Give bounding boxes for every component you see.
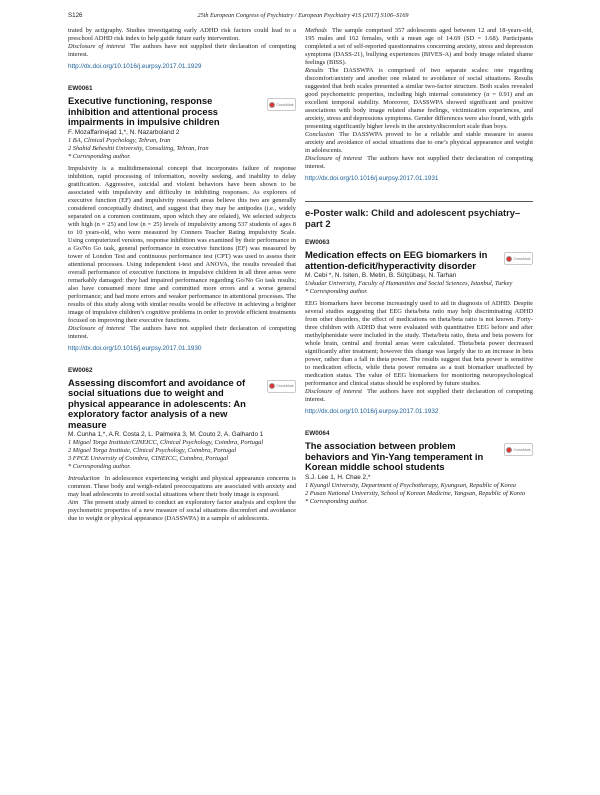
abstract-title: Assessing discomfort and avoidance of social situations due to weight and physical appearance in adolescents: An exploratory factor analysis of a new measure — [68, 376, 246, 430]
affiliation: 2 Pusan National University, School of Korean Medicine, Yangsan, Republic of Korea — [305, 489, 526, 497]
corresponding-author: * Corresponding author. — [68, 152, 131, 160]
disclosure: Disclosure of interest The authors have not supplied their declaration of competing interest. — [68, 43, 296, 58]
abstract-body: EEG biomarkers have become increasingly used to aid in diagnosis of ADHD. Despite several studies suggesting that EEG theta/beta ratio may help discriminating ADHD from other disorders, the effect of medications on theta/beta ratio is not known. Forty-three children with ADHD that were evaluated with quantitative EEG before and after methylphenidate were included in the study. Theta/beta ratio, theta and beta powers for whole brain, central and frontal areas were calculated. Theta/beta power decreased significantly after treatment; however this change was largely due to an increase in beta power, rather than a fall in theta power. The results suggest that beta power is sensitive to medication effects, while theta power remains as a trait biomarker unaffected by medication status. The value of EEG biomarkers for monitoring neuropsychological performance and clinical status should be explored by future studies. — [305, 300, 533, 387]
affiliation: 2 Miguel Torga Institute, Clinical Psychology, Coimbra, Portugal — [68, 447, 237, 454]
affiliation: 1 Kyungil University, Department of Psychotherapy, Kyungsan, Republic of Korea — [305, 481, 516, 489]
abstract-id: EW0063 — [305, 239, 330, 246]
doi-link[interactable]: http://dx.doi.org/10.1016/j.eurpsy.2017.01.1932 — [305, 408, 439, 415]
running-header — [68, 12, 538, 24]
authors: S.J. Lee 1, H. Chae 2,* — [305, 473, 371, 481]
abstract-ew0063 — [305, 239, 533, 416]
doi-link[interactable]: http://dx.doi.org/10.1016/j.eurpsy.2017.01.1931 — [305, 175, 439, 182]
right-column — [305, 27, 533, 506]
crossmark-icon[interactable]: CrossMark — [504, 252, 533, 265]
abstract-title: The association between problem behaviors and Yin-Yang temperament in Korean middle school students — [305, 440, 484, 472]
authors: M. Cunha 1,*, A.R. Costa 2, L. Palmeira 3, M. Couto 2, A. Galhardo 1 — [68, 431, 264, 438]
corresponding-author: * Corresponding author. — [305, 288, 368, 295]
authors: F. Mozaffarinejad 1,*, N. Nazarboland 2 — [68, 128, 180, 136]
disclosure: Disclosure of interest The authors have not supplied their declaration of competing interest. — [305, 155, 533, 170]
doi-link[interactable]: http://dx.doi.org/10.1016/j.eurpsy.2017.01.1929 — [68, 63, 202, 70]
left-column — [68, 27, 296, 523]
authors: M. Cebi *, N. Isiten, B. Metin, B. Sütçübaşı, N. Tarhan — [305, 272, 457, 279]
page-number: S126 — [68, 12, 83, 19]
abstract-id: EW0061 — [68, 85, 93, 92]
abstract-ew0061 — [68, 85, 296, 353]
corresponding-author: * Corresponding author. — [68, 463, 131, 470]
methods-paragraph: Methods The sample comprised 357 adolescents aged between 12 and 18-years-old, 195 males and 162 females, with a mean age of 14.69 (SD = 1.68). Participants completed a set of self-reported questionnaires concerning anxiety, stress and depression symptoms (DASS-21), bullying experiences (BIVES-A) and body image related shame feelings (BISS). — [305, 27, 533, 66]
affiliation: 3 FPCE University of Coimbra, CINEICC, Coimbra, Portugal — [68, 455, 229, 462]
doi-link[interactable]: http://dx.doi.org/10.1016/j.eurpsy.2017.01.1930 — [68, 344, 202, 352]
abstract-ew0064 — [305, 430, 533, 506]
continued-text: trated by actigraphy. Studies investigating early ADHD risk factors could lead to a preschool ADHD risk index to help guide future early intervention. — [68, 27, 296, 42]
abstract-id: EW0064 — [305, 430, 330, 437]
disclosure: Disclosure of interest The authors have not supplied their declaration of competing interest. — [68, 324, 296, 340]
intro-paragraph: Introduction In adolescence experiencing weight and physical appearance concerns is common. These body and weigh-related preoccupations are associated with anxiety and may lead adolescents to avoid social situations where their body image is exposed. — [68, 475, 296, 498]
abstract-id: EW0062 — [68, 366, 93, 374]
abstract-ew0062 — [68, 367, 296, 524]
affiliation: 1 Miguel Torga Institute/CINEICC, Clinical Psychology, Coimbra, Portugal — [68, 439, 264, 446]
crossmark-icon[interactable]: CrossMark — [267, 380, 296, 393]
abstract-title: Executive functioning, response inhibition and attentional process impairments in impulsive children — [68, 95, 220, 127]
results-paragraph: Results The DASSWPA is comprised of two separate scales: one regarding discomfort/anxiety and another one related to avoidance of social situations. Results suggested that both scales presented a similar two-factor structure. Both scales revealed good psychometric properties, including high internal consistency (α = 0.91) and an excellent temporal stability. Moreover, DASSWPA showed significant and positive associations with body image related shame feelings, victimization experiences, and anxiety, stress and depressions symptoms. Gender differences were also found, with girls presenting significantly higher levels in the anxiety/discomfort scale than boys. — [305, 67, 533, 130]
crossmark-icon[interactable]: CrossMark — [504, 443, 533, 456]
section-title: e-Poster walk: Child and adolescent psychiatry–part 2 — [305, 201, 533, 229]
affiliation: 2 Shahid Beheshti University, Consulting, Tehran, Iran — [68, 144, 209, 152]
conclusion-paragraph: Conclusion The DASSWPA proved to be a reliable and stable measure to assess anxiety and avoidance of social situations due to one’s physical appearance and weight in adolescents. — [305, 131, 533, 154]
disclosure: Disclosure of interest The authors have not supplied their declaration of competing interest. — [305, 388, 533, 403]
crossmark-icon[interactable]: CrossMark — [267, 98, 296, 111]
corresponding-author: * Corresponding author. — [305, 497, 368, 505]
abstract-title: Medication effects on EEG biomarkers in attention-deficit/hyperactivity disorder — [305, 249, 488, 271]
affiliation: Uskudar University, Faculty of Humanities and Social Sciences, Istanbul, Turkey — [305, 280, 513, 287]
affiliation: 1 BA, Clinical Psychology, Tehran, Iran — [68, 136, 171, 144]
journal-title: 25th European Congress of Psychiatry / European Psychiatry 41S (2017) S106–S169 — [197, 12, 409, 19]
aim-paragraph: Aim The present study aimed to conduct an exploratory factor analysis and explore the psychometric properties of a new measure of social situations discomfort and avoidance due to weight or physical appearance (DASSWPA) in a sample of adolescents. — [68, 499, 296, 522]
abstract-body: Impulsivity is a multidimensional concept that incorporates failure of response inhibition, rapid processing of information, novelty seeking, and inability to delay gratification. Aggressive, suicidal and violent behaviors have been shown to be associated with impulsivity and difficulty in inhibiting responses. As explorers of executive function (EF) and impulsivity research areas believe this two are generally considered conceptually distinct, and suggest that they may be antipodes (i.e., widely separated on a common continuum, upon which they are related), We selected subjects with high (n = 25) and low (n = 25) levels of impulsivity among 537 students of ages 8 to 10 years-old, who were measured by Conners Teacher Rating impulsivity Scale. Using computerized versions, response inhibition was examined by their performance in a Go/No Go task, general performance in executive functions (EF) was measured by tower of London Test and continuous performance test (CPT) was used to assess their attentional processes. Using independent t-test and ANOVA, the results revealed that overall performance of executive functions in impulsive children in all three areas were remarkably damaged: they had impaired performance regarding Go/No Go task results; also have consumed more time and committed more errors and a worse general performance; and had more errors and weaker performance in attentional processes. The results of this study along with similar results would be effective in achieving a brighter image of impulsive children’s cognitive problems in order to provide efficient treatments focused on improving their executive functions. — [68, 164, 296, 324]
